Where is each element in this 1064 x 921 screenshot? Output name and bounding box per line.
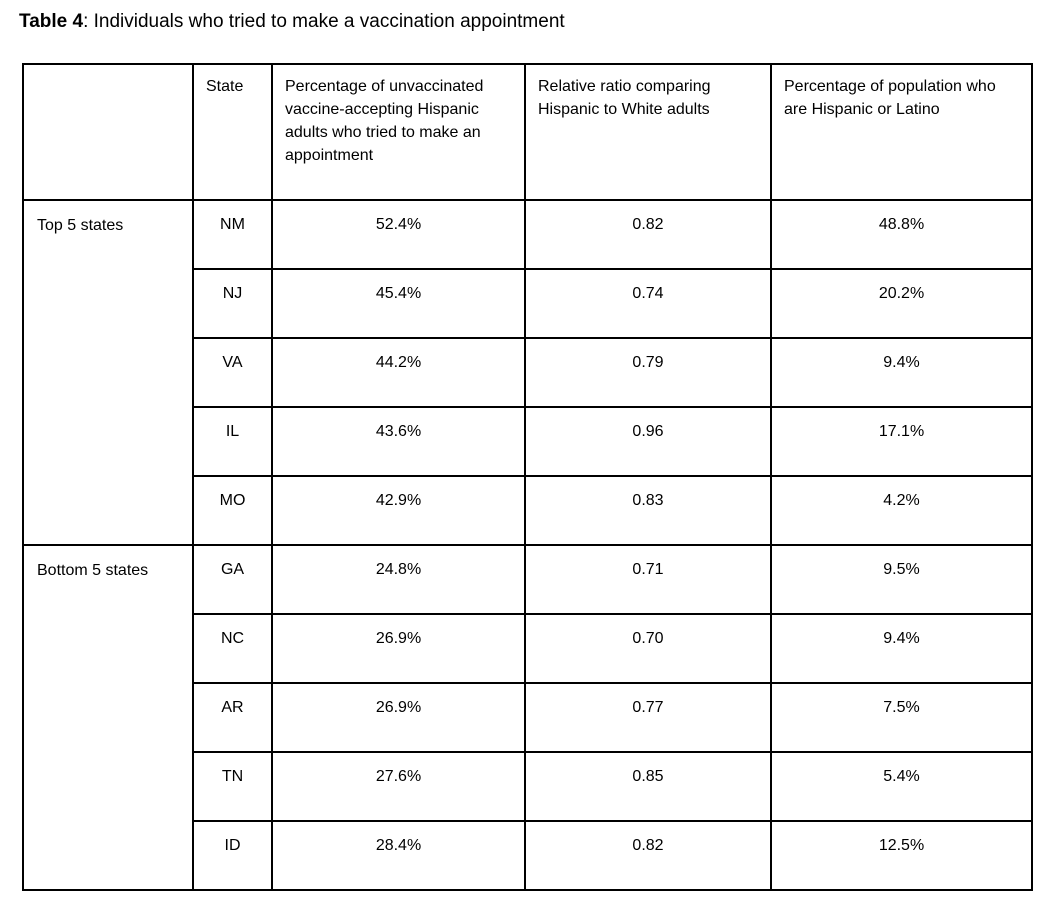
table-row [23, 545, 1032, 614]
ratio-cell: 0.96 [525, 407, 771, 476]
state-cell: IL [193, 407, 272, 476]
pct-tried-cell: 26.9% [272, 614, 525, 683]
pct-hispanic-cell: 17.1% [771, 407, 1032, 476]
state-cell: MO [193, 476, 272, 545]
table-caption [19, 10, 1046, 35]
pct-tried-cell: 27.6% [272, 752, 525, 821]
group-label-top-5-states: Top 5 states [23, 200, 193, 545]
ratio-cell: 0.70 [525, 614, 771, 683]
pct-hispanic-cell: 7.5% [771, 683, 1032, 752]
ratio-cell: 0.82 [525, 821, 771, 890]
pct-hispanic-cell: 12.5% [771, 821, 1032, 890]
pct-tried-cell: 26.9% [272, 683, 525, 752]
state-cell: AR [193, 683, 272, 752]
header-state: State [193, 64, 272, 200]
pct-tried-cell: 44.2% [272, 338, 525, 407]
header-group-blank [23, 64, 193, 200]
pct-tried-cell: 52.4% [272, 200, 525, 269]
pct-hispanic-cell: 5.4% [771, 752, 1032, 821]
state-cell: TN [193, 752, 272, 821]
pct-hispanic-cell: 9.4% [771, 338, 1032, 407]
table-row [23, 200, 1032, 269]
ratio-cell: 0.83 [525, 476, 771, 545]
pct-hispanic-cell: 4.2% [771, 476, 1032, 545]
header-row [23, 64, 1032, 200]
table-caption-text: : Individuals who tried to make a vaccination appointment [83, 11, 565, 32]
pct-tried-cell: 42.9% [272, 476, 525, 545]
state-cell: VA [193, 338, 272, 407]
state-cell: GA [193, 545, 272, 614]
state-cell: NJ [193, 269, 272, 338]
pct-hispanic-cell: 9.4% [771, 614, 1032, 683]
ratio-cell: 0.77 [525, 683, 771, 752]
ratio-cell: 0.82 [525, 200, 771, 269]
header-pct-population: Percentage of population who are Hispanic or Latino [771, 64, 1032, 200]
pct-tried-cell: 24.8% [272, 545, 525, 614]
pct-hispanic-cell: 9.5% [771, 545, 1032, 614]
state-cell: NC [193, 614, 272, 683]
ratio-cell: 0.74 [525, 269, 771, 338]
pct-hispanic-cell: 20.2% [771, 269, 1032, 338]
group-label-bottom-5-states: Bottom 5 states [23, 545, 193, 890]
vaccination-appointment-table [22, 63, 1033, 891]
state-cell: ID [193, 821, 272, 890]
state-cell: NM [193, 200, 272, 269]
pct-tried-cell: 45.4% [272, 269, 525, 338]
ratio-cell: 0.85 [525, 752, 771, 821]
table-caption-label: Table 4 [19, 11, 84, 32]
pct-tried-cell: 28.4% [272, 821, 525, 890]
pct-tried-cell: 43.6% [272, 407, 525, 476]
ratio-cell: 0.71 [525, 545, 771, 614]
pct-hispanic-cell: 48.8% [771, 200, 1032, 269]
header-relative-ratio: Relative ratio comparing Hispanic to White adults [525, 64, 771, 200]
header-pct-tried: Percentage of unvaccinated vaccine-accepting Hispanic adults who tried to make an appointment [272, 64, 525, 200]
ratio-cell: 0.79 [525, 338, 771, 407]
